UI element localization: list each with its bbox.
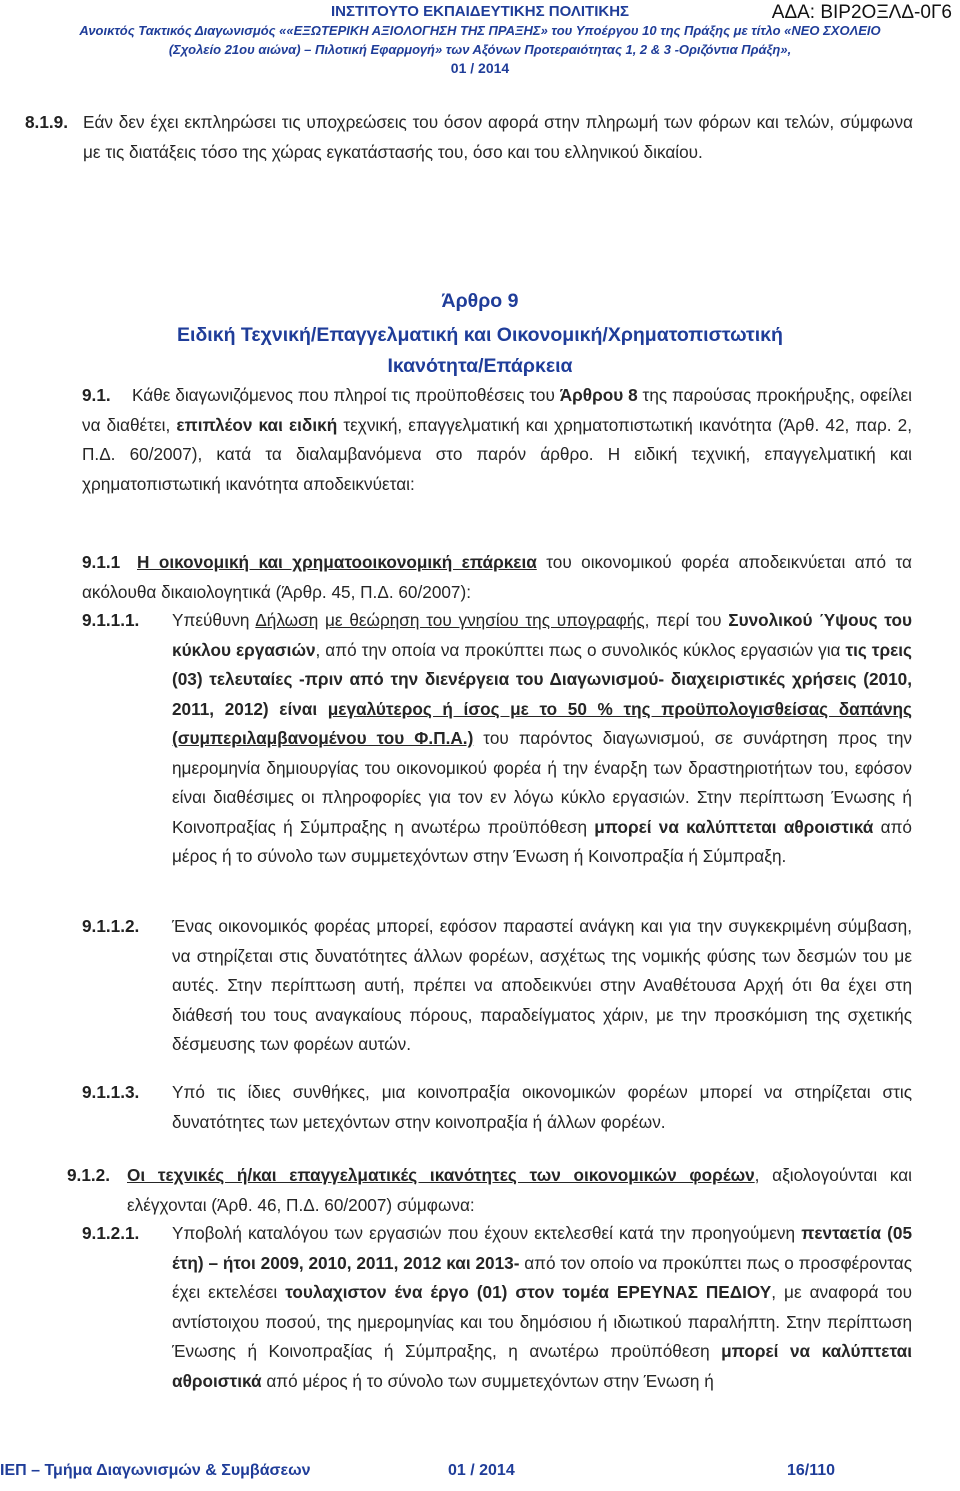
- paragraph-8-1-9: Εάν δεν έχει εκπληρώσει τις υποχρεώσεις του όσον αφορά στην πληρωμή των φόρων και τελών, σύμφωνα με τις διατάξεις τόσο της χώρας εγκατάστασής του, όσο και του ελληνικού δικαίου.: [83, 112, 913, 162]
- footer-date: 01 / 2014: [448, 1462, 515, 1479]
- section-number: 9.1.2.1.: [82, 1223, 140, 1243]
- article-title: Άρθρο 9: [441, 290, 519, 312]
- ada-stamp: ΑΔΑ: ΒΙΡ2ΟΞΛΔ-0Γ6: [771, 2, 952, 23]
- section-number: 9.1.2.: [67, 1165, 111, 1185]
- paragraph-9-1-2-1: Υποβολή καταλόγου των εργασιών που έχουν εκτελεσθεί κατά την προηγούμενη πενταετία (05 έτη) – ήτοι 2009, 2010, 2011, 2012 και 2013- από τον οποίο να προκύπτει πως ο προσφέροντας έχει εκτελέσει τουλαχιστον ένα έργο (01) στον τομέα ΕΡΕΥΝΑΣ ΠΕΔΙΟΥ, με αναφορά του αντίστοιχου ποσού, της ημερομηνίας και του δημόσιου ή ιδιωτικού παραλήπτη. Στην περίπτωση Ένωσης ή Κοινοπραξίας ή Σύμπραξης, η ανωτέρω προϋπόθεση μπορεί να καλύπτεται αθροιστικά από μέρος ή το σύνολο των συμμετεχόντων στην Ένωση ή: [172, 1223, 912, 1391]
- header-organization: ΙΝΣΤΙΤΟΥΤΟ ΕΚΠΑΙΔΕΥΤΙΚΗΣ ΠΟΛΙΤΙΚΗΣ: [330, 3, 630, 20]
- paragraph-9-1-1-1: Υπεύθυνη Δήλωση με θεώρηση του γνησίου της υπογραφής, περί του Συνολικού Ύψους του κύκλου εργασιών, από την οποία να προκύπτει πως ο συνολικός κύκλος εργασιών για τις τρεις (03) τελευταίες -πριν από την διενέργεια του Διαγωνισμού- διαχειριστικές χρήσεις (2010, 2011, 2012) είναι μεγαλύτερος ή ίσος με το 50 % της προϋπολογισθείσας δαπάνης (συμπεριλαμβανομένου του Φ.Π.Α.) του παρόντος διαγωνισμού, σε συνάρτηση προς την ημερομηνία δημιουργίας του οικονομικού φορέα ή την έναρξη των δραστηριοτήτων του, εφόσον είναι διαθέσιμες οι πληροφορίες για τον εν λόγω κύκλο εργασιών. Στην περίπτωση Ένωσης ή Κοινοπραξίας ή Σύμπραξης η ανωτέρω προϋπόθεση μπορεί να καλύπτεται αθροιστικά από μέρος ή το σύνολο των συμμετεχόντων στην Ένωση ή Κοινοπραξία ή Σύμπραξη.: [172, 610, 912, 866]
- article-subtitle-2: Ικανότητα/Επάρκεια: [387, 355, 573, 377]
- paragraph-9-1-1: Η οικονομική και χρηματοοικονομική επάρκεια του οικονομικού φορέα αποδεικνύεται από τα ακόλουθα δικαιολογητικά (Άρθρ. 45, Π.Δ. 60/2007):: [82, 552, 912, 602]
- section-number: 9.1.1: [82, 552, 121, 572]
- section-number: 9.1.1.3.: [82, 1082, 140, 1102]
- paragraph-9-1-1-2: Ένας οικονομικός φορέας μπορεί, εφόσον παραστεί ανάγκη και για την συγκεκριμένη σύμβαση, να στηρίζεται στις δυνατότητες άλλων φορέων, ασχέτως της νομικής φύσης των δεσμών του με αυτές. Στην περίπτωση αυτή, πρέπει να αποδεικνύει στην Αναθέτουσα Αρχή ότι θα έχει στη διάθεσή του τους αναγκαίους πόρους, παραδείγματος χάριν, με την προσκόμιση της σχετικής δέσμευσης των φορέων αυτών.: [172, 916, 912, 1054]
- footer-page-number: 16/110: [787, 1462, 836, 1479]
- header-date: 01 / 2014: [450, 60, 510, 76]
- section-number: 8.1.9.: [25, 112, 69, 132]
- section-number: 9.1.1.1.: [82, 610, 140, 630]
- paragraph-9-1: Κάθε διαγωνιζόμενος που πληροί τις προϋποθέσεις του Άρθρου 8 της παρούσας προκήρυξης, οφείλει να διαθέτει, επιπλέον και ειδική τεχνική, επαγγελματική και χρηματοπιστωτική ικανότητα (Άρθ. 42, παρ. 2, Π.Δ. 60/2007), κατά τα διαλαμβανόμενα στο παρόν άρθρο. Η ειδική τεχνική, επαγγελματική και χρηματοπιστωτική ικανότητα αποδεικνύεται:: [82, 385, 912, 494]
- paragraph-9-1-2: Οι τεχνικές ή/και επαγγελματικές ικανότητες των οικονομικών φορέων, αξιολογούνται και ελέγχονται (Άρθ. 46, Π.Δ. 60/2007) σύμφωνα:: [127, 1165, 912, 1215]
- page-footer: [0, 1462, 960, 1486]
- section-number: 9.1.: [82, 385, 111, 405]
- paragraph-9-1-1-3: Υπό τις ίδιες συνθήκες, μια κοινοπραξία οικονομικών φορέων μπορεί να στηρίζεται στις δυνατότητες των μετεχόντων στην κοινοπραξία ή άλλων φορέων.: [172, 1082, 912, 1132]
- article-subtitle: Ειδική Τεχνική/Επαγγελματική και Οικονομική/Χρηματοπιστωτική: [177, 324, 783, 346]
- footer-department: ΙΕΠ – Τμήμα Διαγωνισμών & Συμβάσεων: [0, 1462, 311, 1479]
- page-header: [0, 2, 960, 78]
- header-competition: Ανοικτός Τακτικός Διαγωνισμός ««ΕΞΩΤΕΡΙΚΗ ΑΞΙΟΛΟΓΗΣΗ ΤΗΣ ΠΡΑΞΗΣ» του Υποέργου 10 της Πράξης με τίτλο «ΝΕΟ ΣΧΟΛΕΙΟ (Σχολείο 21ου αιώνα) – Πιλοτική Εφαρμογή» των Αξόνων Προτεραιότητας 1, 2 & 3 -Οριζόντια Πράξη»,: [79, 23, 881, 57]
- section-number: 9.1.1.2.: [82, 916, 140, 936]
